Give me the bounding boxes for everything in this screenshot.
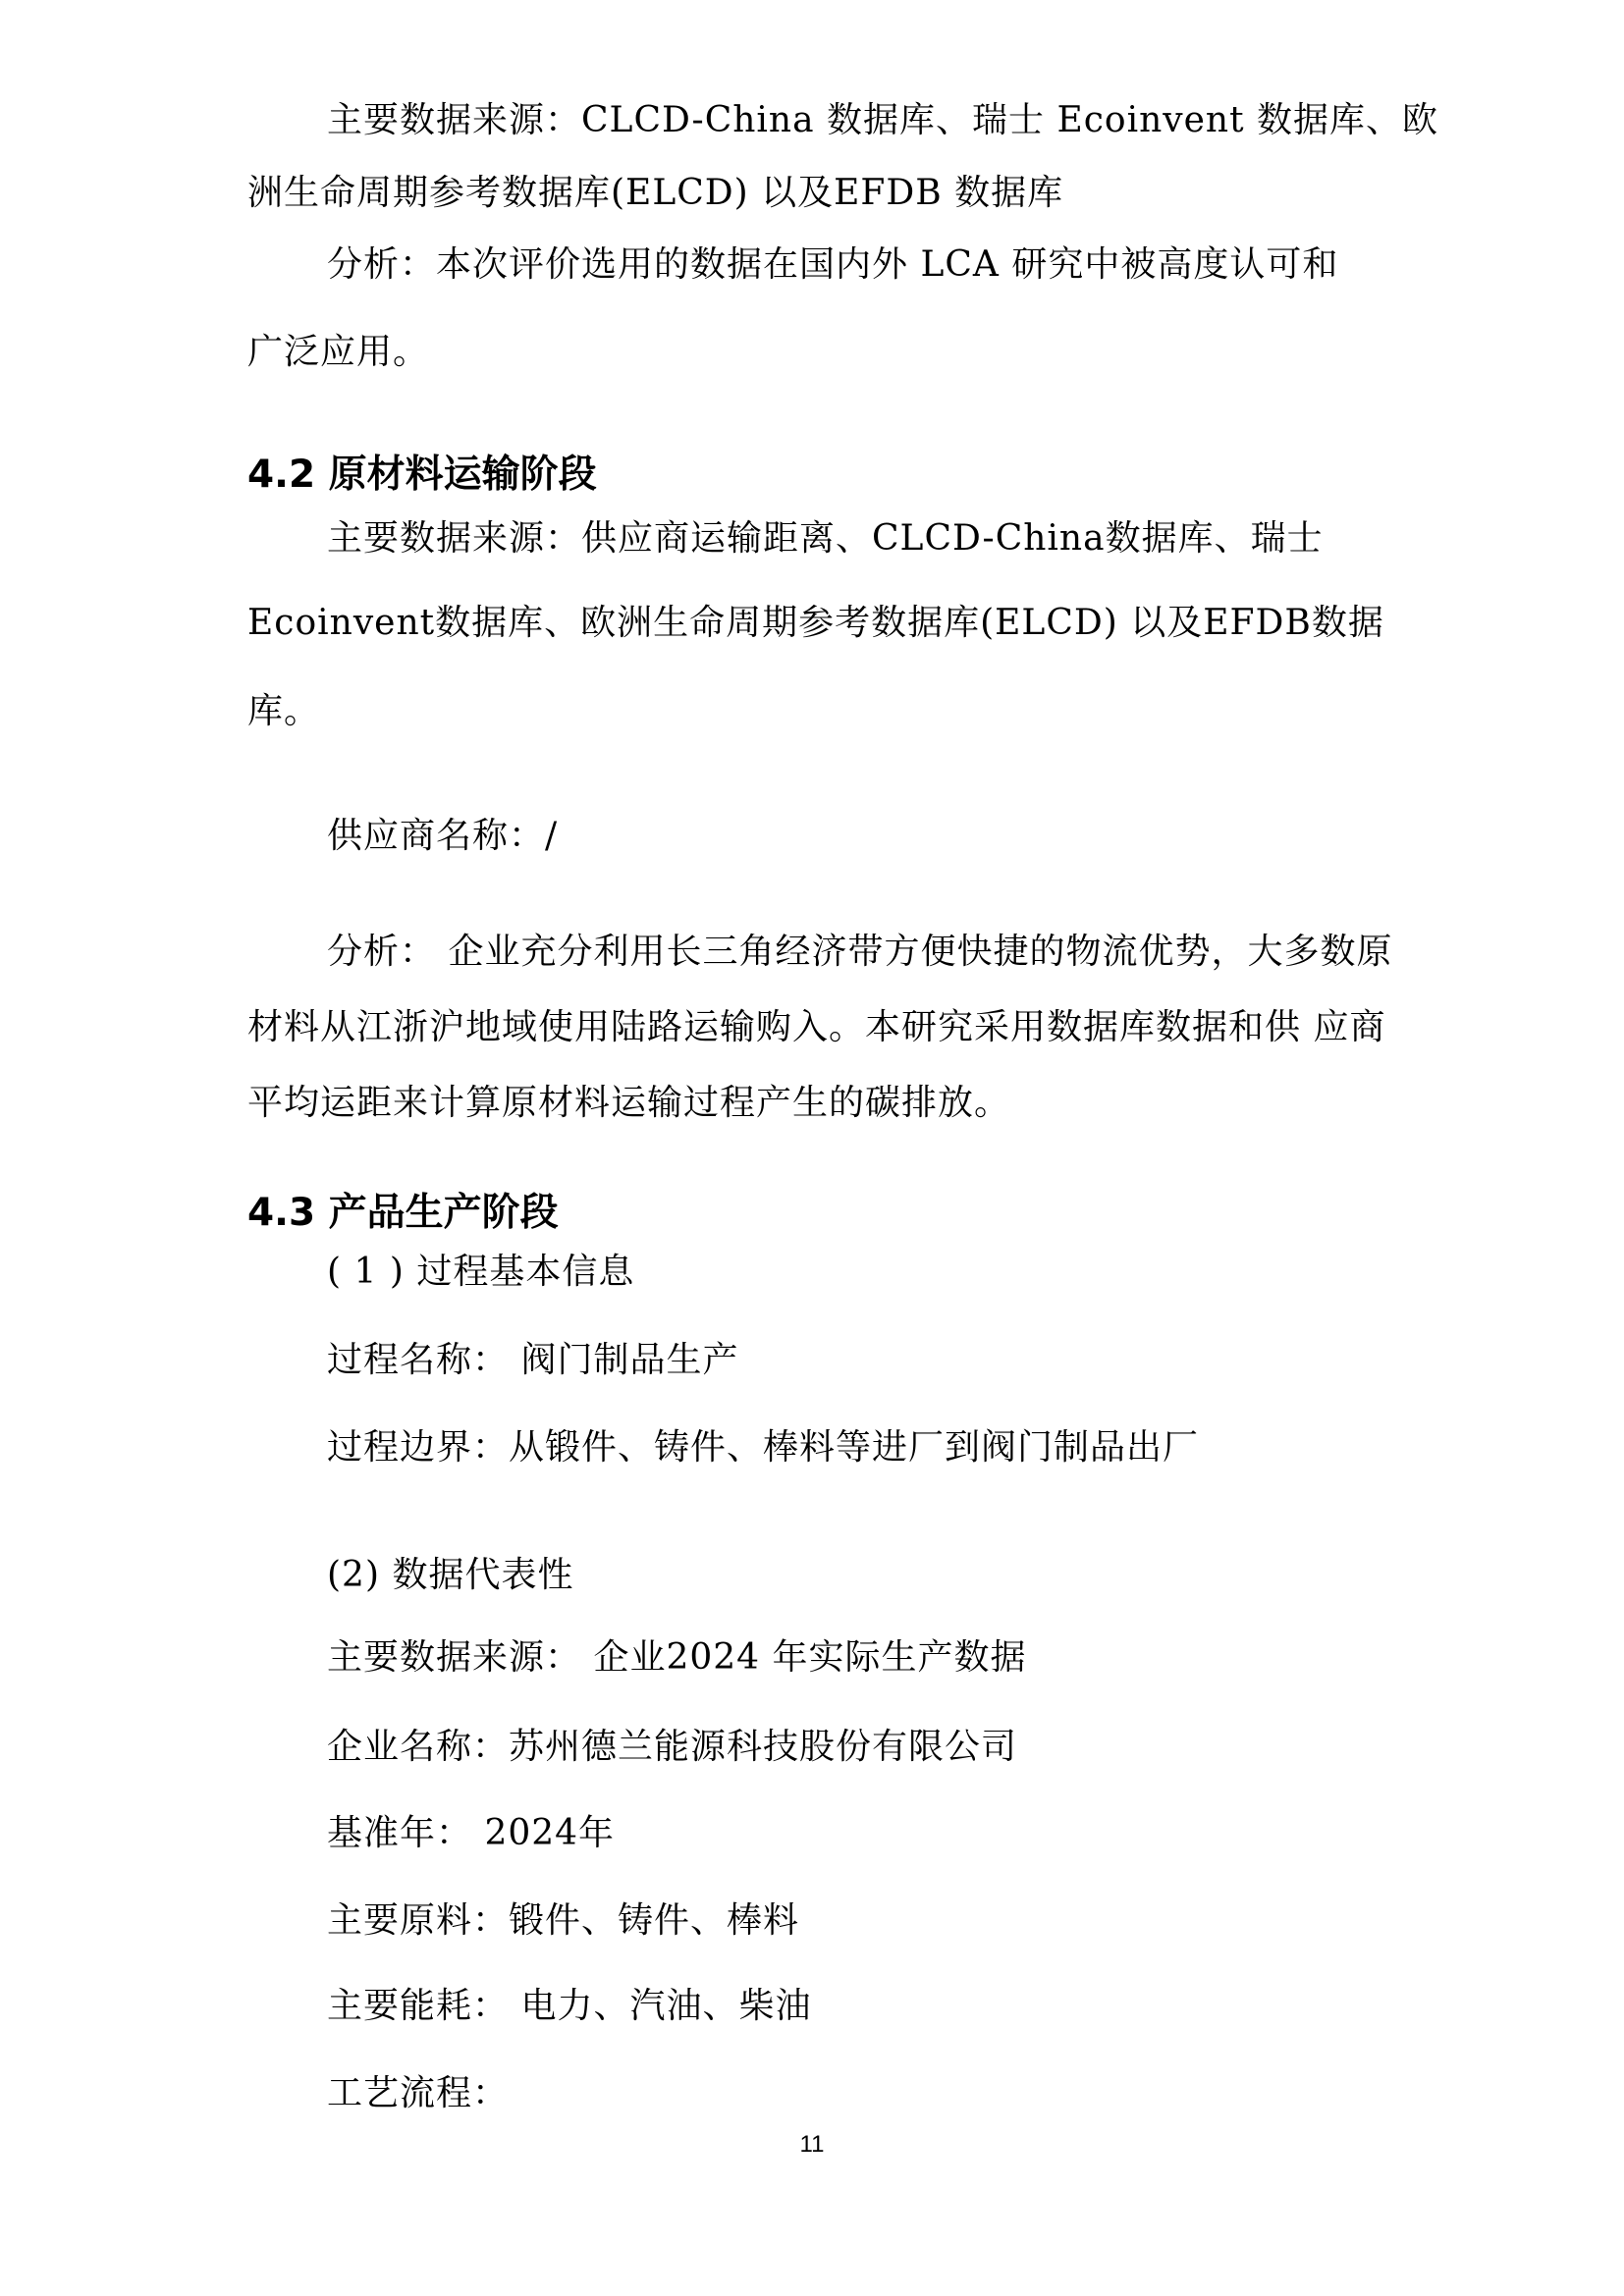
process-flow-line: 工艺流程： <box>327 2073 510 2113</box>
data-source-paragraph-line: 洲生命周期参考数据库(ELCD) 以及EFDB 数据库 <box>247 173 1064 213</box>
data-source-paragraph-line: 库。 <box>247 691 321 731</box>
subsection-title: (2) 数据代表性 <box>327 1555 574 1595</box>
data-source-paragraph-line: 主要数据来源：CLCD-China 数据库、瑞士 Ecoinvent 数据库、欧 <box>327 100 1439 140</box>
analysis-paragraph-line: 材料从江浙沪地域使用陆路运输购入。本研究采用数据库数据和供 应商 <box>247 1007 1386 1047</box>
base-year-line: 基准年： 2024年 <box>327 1813 616 1853</box>
analysis-paragraph-line: 分析： 企业充分利用长三角经济带方便快捷的物流优势，大多数原 <box>327 932 1393 972</box>
process-name-line: 过程名称： 阀门制品生产 <box>327 1340 739 1380</box>
section-heading-4-3: 4.3 产品生产阶段 <box>247 1191 559 1235</box>
data-source-paragraph-line: 主要数据来源：供应商运输距离、CLCD-China数据库、瑞士 <box>327 518 1324 559</box>
process-boundary-line: 过程边界：从锻件、铸件、棒料等进厂到阀门制品出厂 <box>327 1427 1200 1468</box>
main-energy-line: 主要能耗： 电力、汽油、柴油 <box>327 1986 812 2026</box>
main-materials-line: 主要原料：锻件、铸件、棒料 <box>327 1900 800 1941</box>
analysis-paragraph-line: 分析：本次评价选用的数据在国内外 LCA 研究中被高度认可和 <box>327 244 1339 285</box>
company-name-line: 企业名称：苏州德兰能源科技股份有限公司 <box>327 1727 1018 1767</box>
data-source-paragraph-line: Ecoinvent数据库、欧洲生命周期参考数据库(ELCD) 以及EFDB数据 <box>247 603 1384 643</box>
section-heading-4-2: 4.2 原材料运输阶段 <box>247 453 597 497</box>
page-number: 11 <box>799 2131 825 2158</box>
analysis-paragraph-line: 广泛应用。 <box>247 332 430 372</box>
data-source-line: 主要数据来源： 企业2024 年实际生产数据 <box>327 1637 1027 1678</box>
subsection-title: ( 1 ) 过程基本信息 <box>327 1252 635 1292</box>
supplier-name-line: 供应商名称：/ <box>327 816 559 856</box>
analysis-paragraph-line: 平均运距来计算原材料运输过程产生的碳排放。 <box>247 1083 1011 1123</box>
